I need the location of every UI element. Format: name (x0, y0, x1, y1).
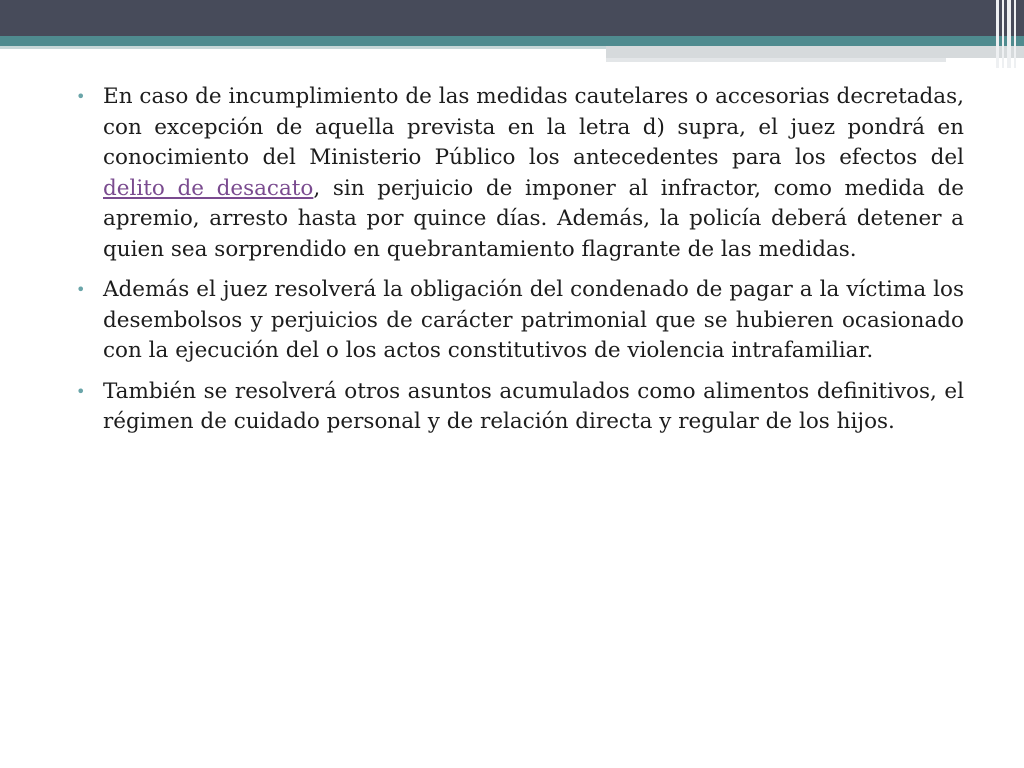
slide-body (76, 82, 964, 448)
item-text: Además el juez resolverá la obligación del condenado de pagar a la víctima los desembolsos y perjuicios de carácter patrimonial que se hubieren ocasionado con la ejecución del o los actos constitutivos de violencia intrafamiliar. (103, 277, 964, 363)
bullet-icon: • (76, 87, 86, 106)
list-item (76, 82, 964, 265)
header-teal-band (0, 36, 1024, 46)
header-grey-band-lower (606, 58, 946, 62)
list-item (76, 275, 964, 367)
item-text: También se resolverá otros asuntos acumulados como alimentos definitivos, el régimen de cuidado personal y de relación directa y regular de los hijos. (103, 378, 964, 434)
header-dark-band (0, 0, 1024, 36)
bullet-icon: • (76, 381, 86, 401)
item-text-after-link: , sin perjuicio de imponer al infractor, como medida de apremio, arresto hasta por quince días. Además, la policía deberá detener a quien sea sorprendido en quebrantamiento flagrante de las medidas. (103, 175, 964, 262)
delito-de-desacato-link[interactable]: delito de desacato (103, 175, 314, 201)
header-thin-band (0, 46, 606, 49)
bullet-icon: • (76, 280, 86, 299)
header-grey-band (606, 46, 1024, 58)
list-item (76, 377, 964, 438)
item-text-before-link: En caso de incumplimiento de las medidas cautelares o accesorias decretadas, con excepción de aquella prevista en la letra d) supra, el juez pondrá en conocimiento del Ministerio Público los antecedentes para los efectos del (103, 84, 964, 170)
header-vertical-lines (996, 0, 1018, 68)
